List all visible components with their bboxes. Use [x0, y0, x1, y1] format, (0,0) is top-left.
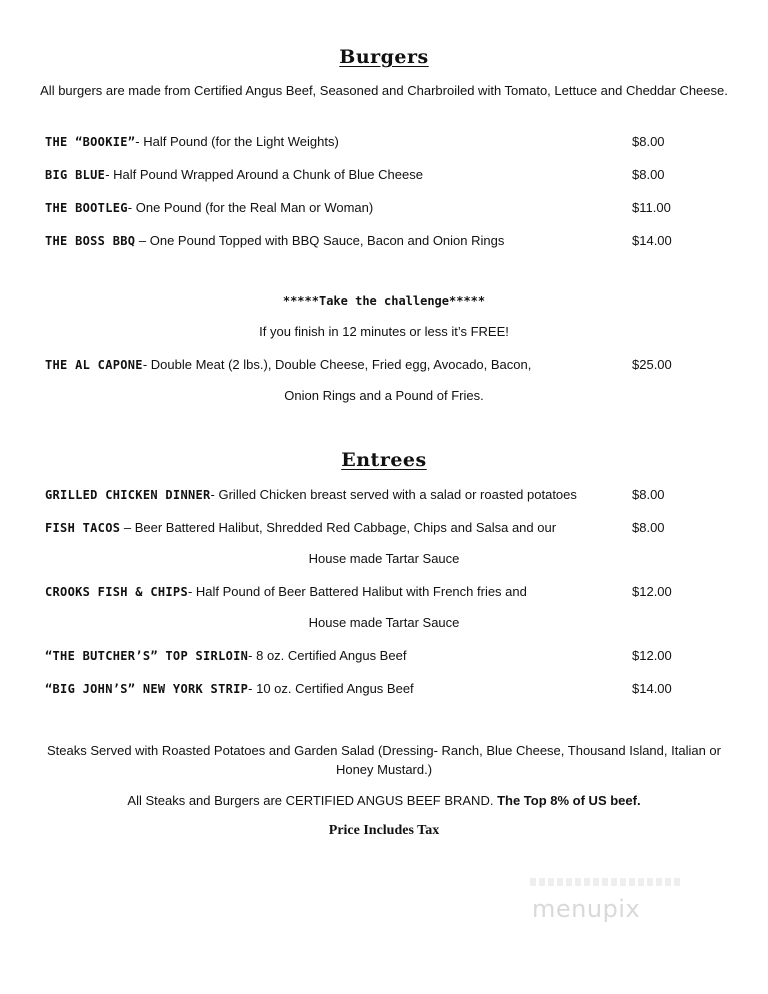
item-desc: - Half Pound (for the Light Weights)	[135, 134, 339, 149]
tax-note: Price Includes Tax	[328, 823, 440, 838]
item-price: $8.00	[632, 167, 665, 182]
menu-item-al-capone	[45, 356, 705, 374]
item-name: THE BOOTLEG	[45, 201, 128, 215]
item-price: $12.00	[632, 648, 672, 663]
item-desc: - 8 oz. Certified Angus Beef	[248, 648, 407, 663]
item-price: $8.00	[632, 487, 665, 502]
item-price: $11.00	[632, 200, 671, 215]
watermark-logo: menupix	[532, 895, 641, 923]
menu-item-bookie	[45, 133, 705, 151]
item-desc: - Grilled Chicken breast served with a salad or roasted potatoes	[210, 487, 577, 502]
menu-item-big-blue	[45, 166, 705, 184]
challenge-subtitle: If you finish in 12 minutes or less it’s FREE!	[259, 324, 509, 339]
item-desc: - Half Pound of Beer Battered Halibut with French fries and	[187, 584, 527, 599]
brand-note-text: All Steaks and Burgers are CERTIFIED ANGUS BEEF BRAND.	[127, 793, 494, 808]
item-name: BIG BLUE	[45, 168, 106, 182]
item-desc: - Double Meat (2 lbs.), Double Cheese, Fried egg, Avocado, Bacon,	[142, 357, 532, 372]
item-desc: - 10 oz. Certified Angus Beef	[248, 681, 414, 696]
menu-item-new-york-strip	[45, 680, 705, 698]
item-name: THE “BOOKIE”	[45, 135, 136, 149]
item-price: $25.00	[632, 357, 672, 372]
item-name: THE BOSS BBQ	[45, 234, 136, 248]
watermark-decoration	[530, 878, 680, 886]
challenge-title: *****Take the challenge*****	[282, 294, 486, 308]
item-name: THE AL CAPONE	[45, 358, 143, 372]
menu-item-fish-chips	[45, 583, 705, 601]
brand-note-bold: The Top 8% of US beef.	[497, 793, 641, 808]
burgers-heading: Burgers	[339, 46, 429, 68]
item-name: CROOKS FISH & CHIPS	[45, 585, 188, 599]
brand-note	[0, 792, 768, 810]
item-desc: - One Pound (for the Real Man or Woman)	[127, 200, 374, 215]
burgers-intro: All burgers are made from Certified Angus Beef, Seasoned and Charbroiled with Tomato, Lettuce and Cheddar Cheese.	[40, 83, 728, 98]
menu-item-top-sirloin	[45, 647, 705, 665]
item-price: $14.00	[632, 233, 672, 248]
item-desc: – Beer Battered Halibut, Shredded Red Cabbage, Chips and Salsa and our	[120, 520, 557, 535]
item-desc: – One Pound Topped with BBQ Sauce, Bacon and Onion Rings	[135, 233, 505, 248]
item-name: FISH TACOS	[45, 521, 121, 535]
menu-item-grilled-chicken	[45, 486, 705, 504]
item-price: $12.00	[632, 584, 672, 599]
menu-item-fish-tacos	[45, 519, 705, 537]
item-name: “BIG JOHN’S” NEW YORK STRIP	[45, 682, 249, 696]
entrees-heading: Entrees	[341, 449, 427, 471]
item-price: $14.00	[632, 681, 672, 696]
item-desc-continued: House made Tartar Sauce	[308, 551, 460, 566]
menu-item-boss-bbq	[45, 232, 705, 250]
item-name: “THE BUTCHER’S” TOP SIRLOIN	[45, 649, 249, 663]
menu-item-bootleg	[45, 199, 705, 217]
item-price: $8.00	[632, 520, 665, 535]
item-desc: - Half Pound Wrapped Around a Chunk of Blue Cheese	[105, 167, 423, 182]
steaks-note: Steaks Served with Roasted Potatoes and Garden Salad (Dressing- Ranch, Blue Cheese, Thousand Island, Italian or Honey Mustard.)	[47, 743, 721, 777]
item-desc-continued: House made Tartar Sauce	[308, 615, 460, 630]
item-name: GRILLED CHICKEN DINNER	[45, 488, 211, 502]
item-desc-continued: Onion Rings and a Pound of Fries.	[284, 388, 484, 403]
item-price: $8.00	[632, 134, 665, 149]
